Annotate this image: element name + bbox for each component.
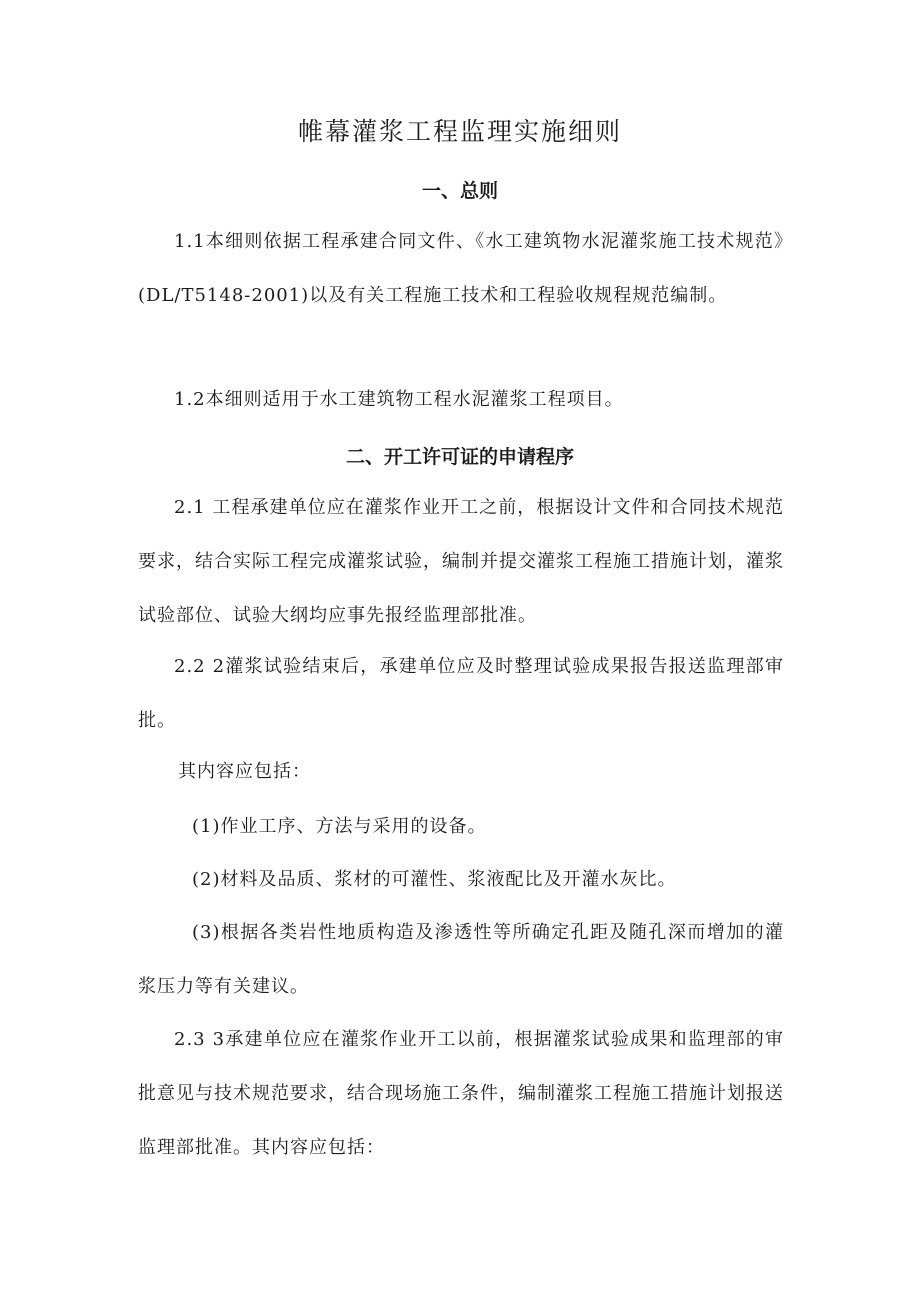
paragraph-2-1: 2.1 工程承建单位应在灌浆作业开工之前，根据设计文件和合同技术规范要求，结合实际工程完成灌浆试验，编制并提交灌浆工程施工措施计划，灌浆试验部位、试验大纲均应事先报经监理部批准。 (138, 497, 784, 626)
section-heading-general: 一、总则 (421, 180, 498, 202)
section-heading-permit: 二、开工许可证的申请程序 (345, 446, 574, 468)
list-item-3: (3)根据各类岩性地质构造及渗透性等所确定孔距及随孔深而增加的灌浆压力等有关建议。 (138, 922, 784, 997)
list-item-1: (1)作业工序、方法与采用的设备。 (192, 816, 487, 837)
paragraph-1-1: 1.1本细则依据工程承建合同文件、《水工建筑物水泥灌浆施工技术规范》(DL/T5148-2001)以及有关工程施工技术和工程验收规程规范编制。 (138, 231, 784, 306)
contents-intro: 其内容应包括： (178, 761, 311, 782)
list-item-2: (2)材料及品质、浆材的可灌性、浆液配比及开灌水灰比。 (192, 869, 677, 890)
paragraph-2-3: 2.3 3承建单位应在灌浆作业开工以前，根据灌浆试验成果和监理部的审批意见与技术规范要求，结合现场施工条件，编制灌浆工程施工措施计划报送监理部批准。其内容应包括： (138, 1029, 784, 1158)
document-title: 帷幕灌浆工程监理实施细则 (297, 117, 622, 146)
paragraph-2-2: 2.2 2灌浆试验结束后，承建单位应及时整理试验成果报告报送监理部审批。 (138, 656, 784, 731)
paragraph-1-2: 1.2本细则适用于水工建筑物工程水泥灌浆工程项目。 (174, 389, 624, 410)
